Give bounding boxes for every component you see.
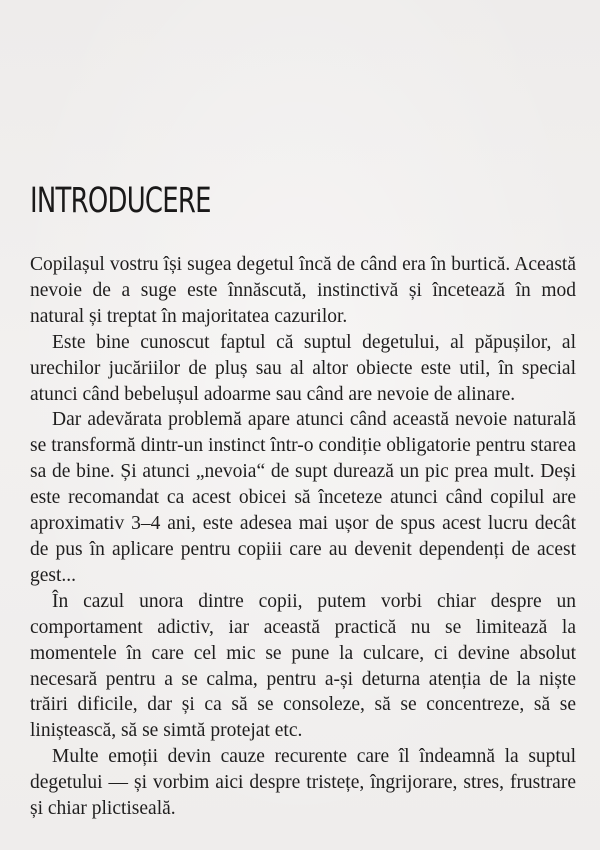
paragraph-2: Este bine cunoscut faptul că suptul degetului, al păpușilor, al urechilor jucăriilor de pluș sau al altor obiecte este util, în special atunci când bebelușul adoarme sau când are nevoie de alinare. — [30, 331, 576, 405]
paragraph-3: Dar adevărata problemă apare atunci când această nevoie naturală se transformă dintr-un instinct într-o condiție obligatorie pentru starea sa de bine. Și atunci „nevoia“ de supt durează un pic prea mult. Deși este recomandat ca acest obicei să înceteze atunci când copilul are aproximativ 3–4 ani, este adesea mai ușor de spus acest lucru decât de pus în aplicare pentru copiii care au devenit dependenți de acest gest... — [30, 409, 576, 586]
paragraph-5: Multe emoții devin cauze recurente care îl îndeamnă la suptul degetului — și vorbim aici despre tristețe, îngrijorare, stres, frustrare și chiar plictiseală. — [30, 746, 576, 820]
paragraph-4: În cazul unora dintre copii, putem vorbi chiar despre un comportament adictiv, iar această practică nu se limitează la momentele în care cel mic se pune la culcare, ci devine absolut necesară pentru a se calma, pentru a-și deturna atenția de la niște trăiri dificile, dar și ca să se consoleze, să se concentreze, să se liniștească, să se simtă protejat etc. — [30, 590, 576, 742]
paragraph-1: Copilașul vostru își sugea degetul încă de când era în burtică. Această nevoie de a suge este înnăscută, instinctivă și încetează în mod natural și treptat în majoritatea cazurilor. — [30, 254, 576, 327]
chapter-title: INTRODUCERE — [30, 181, 211, 221]
chapter-body — [30, 252, 576, 822]
